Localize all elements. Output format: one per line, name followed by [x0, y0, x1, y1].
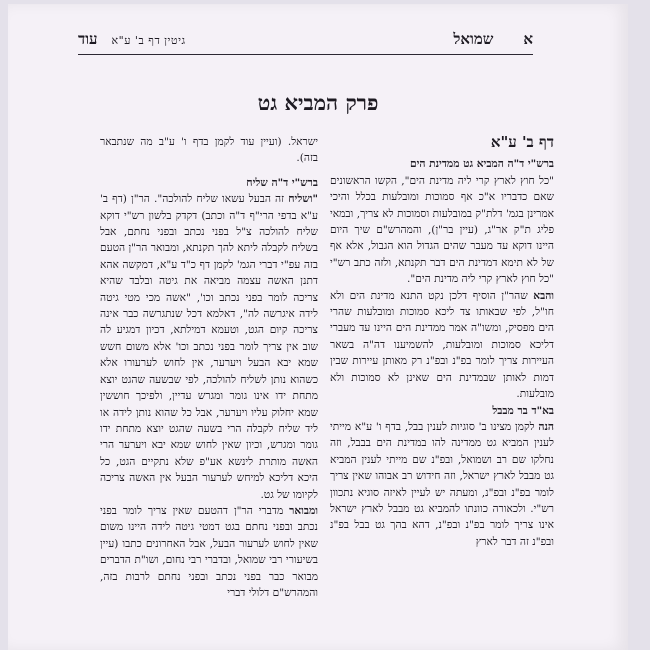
paragraph-lead-word: "ושליח — [288, 193, 318, 206]
header-page-letter: א — [523, 29, 533, 48]
section-heading: ברש"י ד"ה שליח — [246, 176, 318, 189]
paragraph-lead-word: ומבואר — [289, 504, 318, 517]
header-book-title: שמואל — [453, 29, 494, 48]
right-column — [330, 134, 554, 646]
header-rule — [78, 54, 533, 55]
section-heading: ברש"י ד"ה המביא גט ממדינת הים — [409, 158, 554, 171]
paragraph: ישראל. (ועיין עוד לקמן בדף ו' ע"ב מה שנתבאר בזה). — [100, 136, 318, 165]
paragraph-lead-word: והבא — [533, 289, 554, 302]
document-page — [8, 4, 628, 650]
paragraph: זה הבעל עשאו שליח להולכה". הר"ן (דף ב' ע"א בדפי הרי"ף ד"ה וכתב) דקדק בלשון רש"י דוקא שליח להולכה צ"ל בפני נכתב ובפני נחתם, אבל בשליח לקבלה ליתא להך תקנתא, ומבואר הר"ן הטעם בזה עפ"י דברי הגמ' לקמן דף כ"ד ע"א, דמקשה אהא דתנן האשה עצמה מביאה את גיטה ובלבד שהיא צריכה לומר בפני נכתב וכו', "אשה מכי מטי גיטה לידה איגרשה לה", דאלמא דכל שנתגרשה כבר אינה צריכה קיום הגט, וטעמא דמילתא, דכיון דמגיע לה שוב אין צריך לומר בפני נכתב וכו' אלא משום חשש שמא יבא הבעל ויערער, אין לחוש לערעורו אלא כשהוא נותן לשליח להולכה, לפי שבשעה שהגט יוצא מתחת ידו אינו גומר ומגרש עדיין, ולפיכך חוששין שמא יחלוק עליו ויערער, אבל כל שהוא נותן לידה או ליד שליח לקבלה הרי בשעה שהגט יוצא מתחת ידו גומר ומגרש, וכיון שאין לחוש שמא יבא ויערער הרי האשה מותרת לינשא אע"פ שלא נתקיים הגט, כל היכא דליכא למיחש לערעור הבעל אין האשה צריכה לקיומו של גט. — [100, 193, 318, 501]
running-header — [78, 26, 533, 52]
chapter-title: פרק המביא גט — [257, 90, 379, 115]
paragraph: לקמן מצינו ב' סוגיות לענין בבל, בדף ו' ע"א מייתי לענין המביא גט ממדינה להו במדינת הים בבבל, וזה נחלקו שם רב ושמואל, ובפ"נ שם מייתי לענין המביא גט מבבל לארץ ישראל, וזה חידוש רב אבוהו שאין צריך לומר בפ"נ ובפ"נ, ומעתה יש לעיין לאיזה סוגיא נתכוון רש"י. ולכאורה כוונתו להמביא גט מבבל לארץ ישראל אינו צריך לומר בפ"נ ובפ"נ, דהא בהך גט בבל בפ"נ ובפ"נ זה דבר לארץ — [330, 420, 554, 548]
paragraph-lead-word: הנה — [538, 420, 554, 433]
daf-title: דף ב' ע"א — [490, 134, 554, 151]
paragraph: שהר"ן הוסיף דלכן נקט התנא מדינת הים ולא חו"ל, לפי שבאותו צד ליכא סמוכות ומובלעות שהרי הים מפסיק, ומשו"ה אמר ממדינת הים היינו עד מעברי דליכא סמוכות ומובלעות, להשמיענו דה"ה בשאר העיירות צריך לומר בפ"נ ובפ"נ רק מאותן עיירות שבין דמות לאותן שבמדינת הים שאינן לא סמוכות ולא מובלעות. — [330, 289, 554, 401]
paragraph: "כל חוץ לארץ קרי ליה מדינת הים", הקשו הראשונים שאם כדבריו א"כ אף סמוכות ומובלעות בכלל והיכי אמרינן בגמ' דלת"ק במובלעות וסמוכות לא צריך, ובמאי פליג ת"ק אר"ג, (עיין בר"ן), והמהרש"ם שיך היום היינו דוקא עד מעבר שהים הגדול הוא הגבול, אלא אף של לא תימא דמדינת הים דבר תקנתא, ולזה כתב רש"י "כל חוץ לארץ קרי ליה מדינת הים". — [330, 174, 554, 286]
header-left-word: עוד — [78, 29, 98, 48]
section-heading: בא"ד בר מבבל — [492, 404, 554, 417]
header-daf-reference: גיטין דף ב' ע"א — [111, 33, 186, 47]
paragraph: מדברי הר"ן דהטעם שאין צריך לומר בפני נכתב ובפני נחתם בגט דמטי גיטה לידה היינו משום שאין לחוש לערעור הבעל, אבל האחרונים כתבו (עיין בשיעורי רבי שמואל, ובדברי רבי נחום, ושו"ת הדברים מבואר כבר בפני נכתב ובפני נחתם לרבות בזה, והמהרש"ם דלולי דברי — [100, 504, 318, 599]
left-column — [100, 134, 318, 646]
